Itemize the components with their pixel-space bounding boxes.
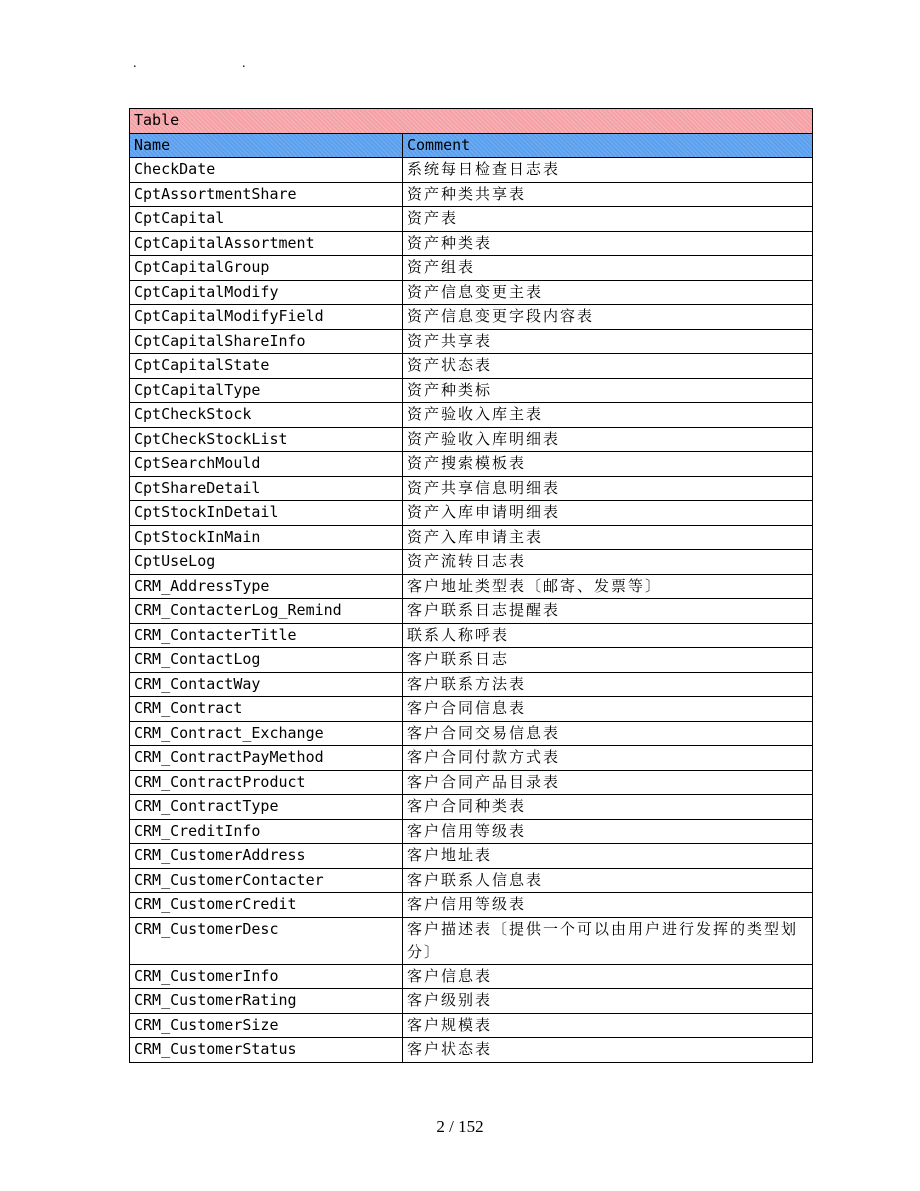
table-cell-name: CRM_CustomerSize	[130, 1013, 403, 1038]
table-cell-name: CptCapitalAssortment	[130, 231, 403, 256]
table-cell-name: CptCapital	[130, 207, 403, 232]
table-cell-comment: 资产种类标	[403, 378, 813, 403]
table-cell-comment: 资产共享信息明细表	[403, 476, 813, 501]
table-cell-comment: 客户信息表	[403, 964, 813, 989]
table-row	[130, 1013, 813, 1038]
table-cell-name: CRM_ContacterTitle	[130, 623, 403, 648]
table-cell-name: CRM_CustomerCredit	[130, 893, 403, 918]
table-row	[130, 354, 813, 379]
table-row	[130, 648, 813, 673]
table-cell-name: CptCapitalShareInfo	[130, 329, 403, 354]
table-row	[130, 917, 813, 964]
table-row	[130, 501, 813, 526]
table-row	[130, 158, 813, 183]
table-row	[130, 795, 813, 820]
table-cell-comment: 资产入库申请明细表	[403, 501, 813, 526]
table-cell-comment: 客户合同付款方式表	[403, 746, 813, 771]
table-cell-comment: 客户信用等级表	[403, 819, 813, 844]
table-row	[130, 476, 813, 501]
table-cell-comment: 资产种类表	[403, 231, 813, 256]
table-cell-comment: 客户信用等级表	[403, 893, 813, 918]
table-row	[130, 452, 813, 477]
header-mark: .	[242, 56, 246, 71]
table-cell-name: CRM_CustomerAddress	[130, 844, 403, 869]
table-cell-name: CptCapitalModify	[130, 280, 403, 305]
table-cell-comment: 客户合同交易信息表	[403, 721, 813, 746]
table-cell-comment: 系统每日检查日志表	[403, 158, 813, 183]
table-cell-name: CheckDate	[130, 158, 403, 183]
table-cell-name: CptStockInMain	[130, 525, 403, 550]
table-cell-name: CRM_ContractType	[130, 795, 403, 820]
table-row	[130, 207, 813, 232]
table-row	[130, 378, 813, 403]
table-cell-name: CptCheckStock	[130, 403, 403, 428]
table-cell-name: CRM_AddressType	[130, 574, 403, 599]
table-row	[130, 697, 813, 722]
table-cell-name: CRM_CustomerContacter	[130, 868, 403, 893]
table-row	[130, 770, 813, 795]
table-row	[130, 672, 813, 697]
table-cell-comment: 资产表	[403, 207, 813, 232]
table-cell-name: CptCapitalModifyField	[130, 305, 403, 330]
table-row	[130, 623, 813, 648]
table-cell-name: CptCapitalType	[130, 378, 403, 403]
table-row	[130, 964, 813, 989]
header-mark: .	[133, 56, 137, 71]
table-row	[130, 819, 813, 844]
table-cell-name: CptStockInDetail	[130, 501, 403, 526]
table-list	[129, 108, 813, 1063]
table-cell-comment: 客户描述表〔提供一个可以由用户进行发挥的类型划分〕	[403, 917, 813, 964]
table-cell-name: CRM_ContactLog	[130, 648, 403, 673]
table-cell-comment: 客户联系方法表	[403, 672, 813, 697]
table-row	[130, 280, 813, 305]
column-header-comment: Comment	[403, 133, 813, 158]
table-cell-name: CRM_Contract	[130, 697, 403, 722]
table-row	[130, 844, 813, 869]
table-cell-comment: 客户级别表	[403, 989, 813, 1014]
table-cell-comment: 客户地址表	[403, 844, 813, 869]
table-cell-comment: 资产状态表	[403, 354, 813, 379]
table-row	[130, 256, 813, 281]
table-cell-name: CptSearchMould	[130, 452, 403, 477]
table-cell-comment: 客户合同信息表	[403, 697, 813, 722]
table-row	[130, 721, 813, 746]
table-cell-comment: 客户状态表	[403, 1038, 813, 1063]
table-row	[130, 231, 813, 256]
table-cell-name: CRM_ContacterLog_Remind	[130, 599, 403, 624]
table-row	[130, 525, 813, 550]
table-cell-comment: 客户联系日志提醒表	[403, 599, 813, 624]
table-row	[130, 427, 813, 452]
table-row	[130, 182, 813, 207]
table-row	[130, 868, 813, 893]
table-cell-comment: 客户合同产品目录表	[403, 770, 813, 795]
table-row	[130, 893, 813, 918]
table-cell-name: CRM_CustomerRating	[130, 989, 403, 1014]
table-row	[130, 329, 813, 354]
table-title-row	[130, 109, 813, 134]
table-row	[130, 574, 813, 599]
table-cell-name: CRM_ContractPayMethod	[130, 746, 403, 771]
table-cell-comment: 资产验收入库主表	[403, 403, 813, 428]
table-row	[130, 989, 813, 1014]
table-cell-name: CptUseLog	[130, 550, 403, 575]
table-cell-name: CRM_CustomerInfo	[130, 964, 403, 989]
table-row	[130, 599, 813, 624]
table-row	[130, 403, 813, 428]
table-cell-name: CptCheckStockList	[130, 427, 403, 452]
table-cell-name: CptCapitalGroup	[130, 256, 403, 281]
table-cell-comment: 资产共享表	[403, 329, 813, 354]
table-cell-comment: 资产流转日志表	[403, 550, 813, 575]
table-title: Table	[130, 109, 813, 134]
table-cell-comment: 客户规模表	[403, 1013, 813, 1038]
table-cell-name: CRM_ContactWay	[130, 672, 403, 697]
table-cell-comment: 资产信息变更字段内容表	[403, 305, 813, 330]
table-cell-name: CptCapitalState	[130, 354, 403, 379]
table-cell-name: CRM_Contract_Exchange	[130, 721, 403, 746]
table-header-row	[130, 133, 813, 158]
table-cell-comment: 资产信息变更主表	[403, 280, 813, 305]
table-row	[130, 1038, 813, 1063]
running-header	[133, 56, 253, 76]
column-header-name: Name	[130, 133, 403, 158]
table-cell-comment: 资产入库申请主表	[403, 525, 813, 550]
table-cell-name: CRM_CustomerStatus	[130, 1038, 403, 1063]
table-cell-name: CptAssortmentShare	[130, 182, 403, 207]
table-cell-comment: 客户联系人信息表	[403, 868, 813, 893]
table-cell-comment: 客户地址类型表〔邮寄、发票等〕	[403, 574, 813, 599]
table-cell-comment: 客户合同种类表	[403, 795, 813, 820]
table-cell-comment: 资产验收入库明细表	[403, 427, 813, 452]
table-cell-name: CptShareDetail	[130, 476, 403, 501]
table-row	[130, 305, 813, 330]
table-cell-name: CRM_CustomerDesc	[130, 917, 403, 964]
table-row	[130, 746, 813, 771]
table-cell-name: CRM_ContractProduct	[130, 770, 403, 795]
table-cell-comment: 资产种类共享表	[403, 182, 813, 207]
table-cell-comment: 客户联系日志	[403, 648, 813, 673]
table-cell-comment: 资产组表	[403, 256, 813, 281]
table-cell-comment: 资产搜索模板表	[403, 452, 813, 477]
table-cell-comment: 联系人称呼表	[403, 623, 813, 648]
page-number: 2 / 152	[436, 1117, 484, 1136]
table-row	[130, 550, 813, 575]
table-cell-name: CRM_CreditInfo	[130, 819, 403, 844]
